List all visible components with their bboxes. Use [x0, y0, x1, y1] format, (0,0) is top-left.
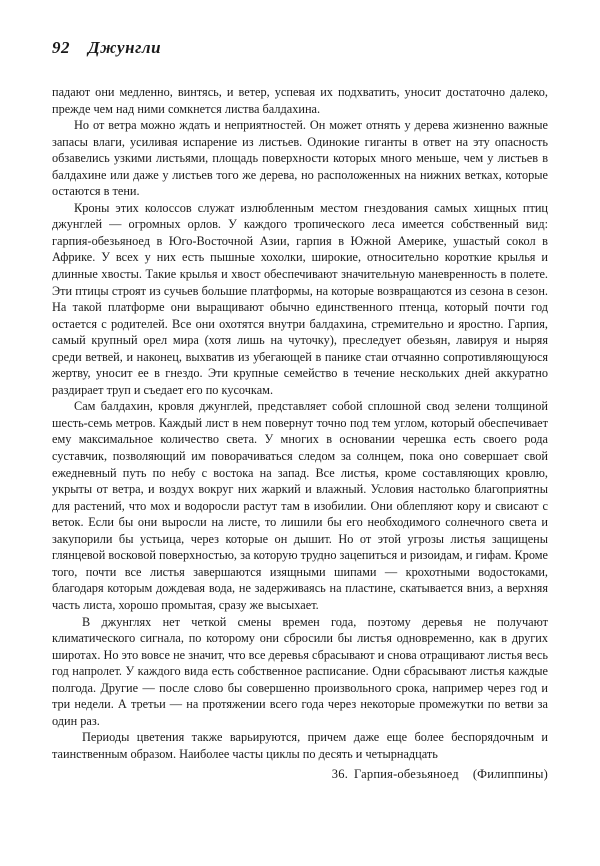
body-text	[52, 84, 548, 762]
running-title: Джунгли	[88, 38, 162, 57]
paragraph: Сам балдахин, кровля джунглей, представляет собой сплошной свод зелени толщиной шесть-семь метров. Каждый лист в нем повернут точно под тем углом, который обеспечивает ему максимальное количество света. У многих в основании черешка есть своего рода суставчик, позволяющий им поворачиваться следом за солнцем, пока оно совершает свой ежедневный путь по небу с востока на запад. Все листья, кроме составляющих кровлю, укрыты от ветра, и воздух вокруг них жаркий и влажный. Условия настолько благоприятны для растений, что мох и водоросли растут там в изобилии. Они облепляют кору и свисают с веток. Если бы они выросли на листе, то лишили бы его необходимого солнечного света и закупорили бы устьица, через которые он дышит. Но от этой угрозы листья защищены глянцевой восковой поверхностью, за которую трудно зацепиться и ризоидам, и гифам. Кроме того, почти все листья завершаются изящными шипами — крохотными водостоками, благодаря которым дождевая вода, не задерживаясь на пластине, скатывается вниз, а верхняя часть листа, хорошо промытая, сразу же высыхает.	[52, 399, 548, 612]
paragraph: Периоды цветения также варьируются, причем даже еще более беспорядочным и таинственным образом. Наиболее часты циклы по десять и четырнадцать	[52, 730, 548, 761]
figure-location: (Филиппины)	[472, 767, 548, 781]
figure-title: Гарпия-обезьяноед	[354, 767, 459, 781]
paragraph: В джунглях нет четкой смены времен года, поэтому деревья не получают климатического сигнала, по которому они сбросили бы листья одновременно, как в других широтах. Но это вовсе не значит, что все деревья сбрасывают и снова отращивают листья весь год напролет. У каждого вида есть собственное расписание. Одни сбрасывают листья каждые полгода. Другие — после слово бы совершенно произвольного срока, например через год и три недели. А третьи — на протяжении всего года через некоторые промежутки по ветви за один раз.	[52, 614, 548, 728]
figure-number: 36.	[331, 767, 349, 781]
page-header	[52, 38, 548, 58]
paragraph: Кроны этих колоссов служат излюбленным местом гнездования самых хищных птиц джунглей — огромных орлов. У каждого тропического леса имеется собственный вид: гарпия-обезьяноед в Юго-Восточной Азии, гарпия в Южной Америке, ушастый сокол в Африке. У всех у них есть пышные хохолки, широкие, относительно короткие крылья и длинные хвосты. Такие крылья и хвост обеспечивают значительную маневренность в полете. Эти птицы строят из сучьев большие платформы, на которые возвращаются из сезона в сезон. На такой платформе они выращивают обычно единственного птенца, который почти год остается с родителей. Все они охотятся внутри балдахина, стремительно и яростно. Гарпия, самый крупный орел мира (хотя лишь на чуточку), преследует обезьян, лавируя и ныряя среди ветвей, и наконец, выхватив из убегающей в панике стаи отчаянно сопротивляющуюся жертву, уносит ее в гнездо. Эти крупные семейство в течение нескольких дней аккуратно раздирает труп и съедает его по кусочкам.	[52, 200, 548, 397]
figure-caption	[52, 767, 548, 782]
paragraph: Но от ветра можно ждать и неприятностей. Он может отнять у дерева жизненно важные запасы влаги, усиливая испарение из листьев. Одинокие гиганты в ответ на эту опасность обзавелись узкими листьями, площадь поверхности которых много меньше, чем у листьев в балдахине или даже у листьев того же дерева, но расположенных на нижних ветках, которые остаются в тени.	[52, 118, 548, 199]
page-number: 92	[52, 38, 70, 57]
paragraph: падают они медленно, винтясь, и ветер, успевая их подхватить, уносит достаточно далеко, прежде чем над ними сомкнется листва балдахина.	[52, 85, 548, 116]
